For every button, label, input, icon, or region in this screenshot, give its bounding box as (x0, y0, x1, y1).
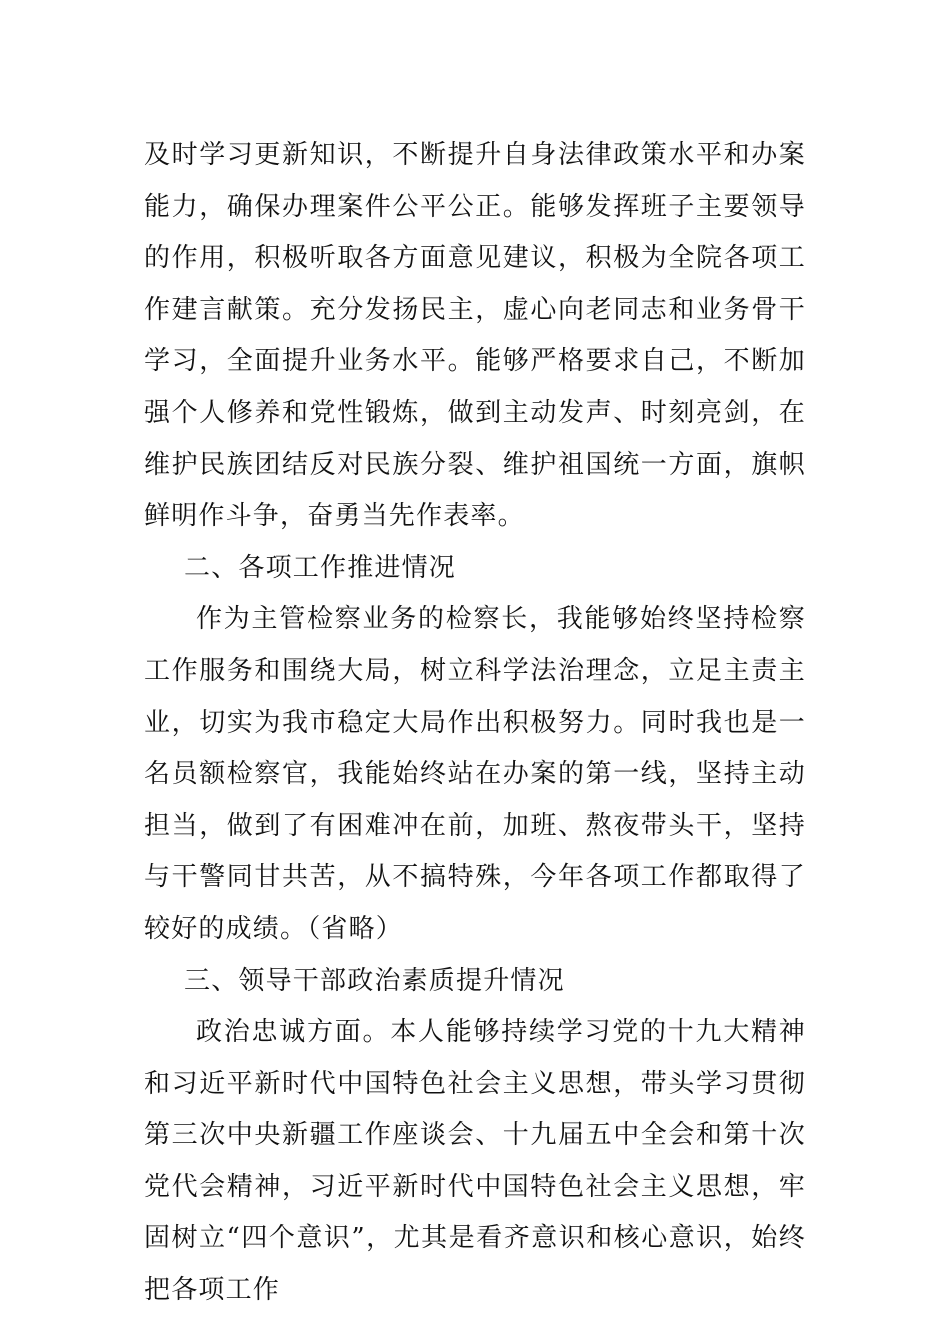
paragraph-continuation: 及时学习更新知识，不断提升自身法律政策水平和办案能力，确保办理案件公平公正。能够发挥班子主要领导的作用，积极听取各方面意见建议，积极为全院各项工作建言献策。充分发扬民主，虚心向老同志和业务骨干学习，全面提升业务水平。能够严格要求自己，不断加强个人修养和党性锻炼，做到主动发声、时刻亮剑，在维护民族团结反对民族分裂、维护祖国统一方面，旗帜鲜明作斗争，奋勇当先作表率。 (144, 140, 806, 532)
section-heading-3: 三、领导干部政治素质提升情况 (184, 965, 565, 996)
section-heading-2: 二、各项工作推进情况 (184, 552, 457, 583)
paragraph-work-progress: 作为主管检察业务的检察长，我能够始终坚持检察工作服务和围绕大局，树立科学法治理念，立足主责主业，切实为我市稳定大局作出积极努力。同时我也是一名员额检察官，我能始终站在办案的第一线，坚持主动担当，做到了有困难冲在前，加班、熬夜带头干，坚持与干警同甘共苦，从不搞特殊，今年各项工作都取得了较好的成绩。（省略） (144, 604, 806, 944)
document-body (144, 130, 806, 1317)
paragraph-political-loyalty: 政治忠诚方面。本人能够持续学习党的十九大精神和习近平新时代中国特色社会主义思想，带头学习贯彻第三次中央新疆工作座谈会、十九届五中全会和第十次党代会精神，习近平新时代中国特色社会主义思想，牢固树立“四个意识”，尤其是看齐意识和核心意识，始终把各项工作 (144, 1017, 806, 1306)
